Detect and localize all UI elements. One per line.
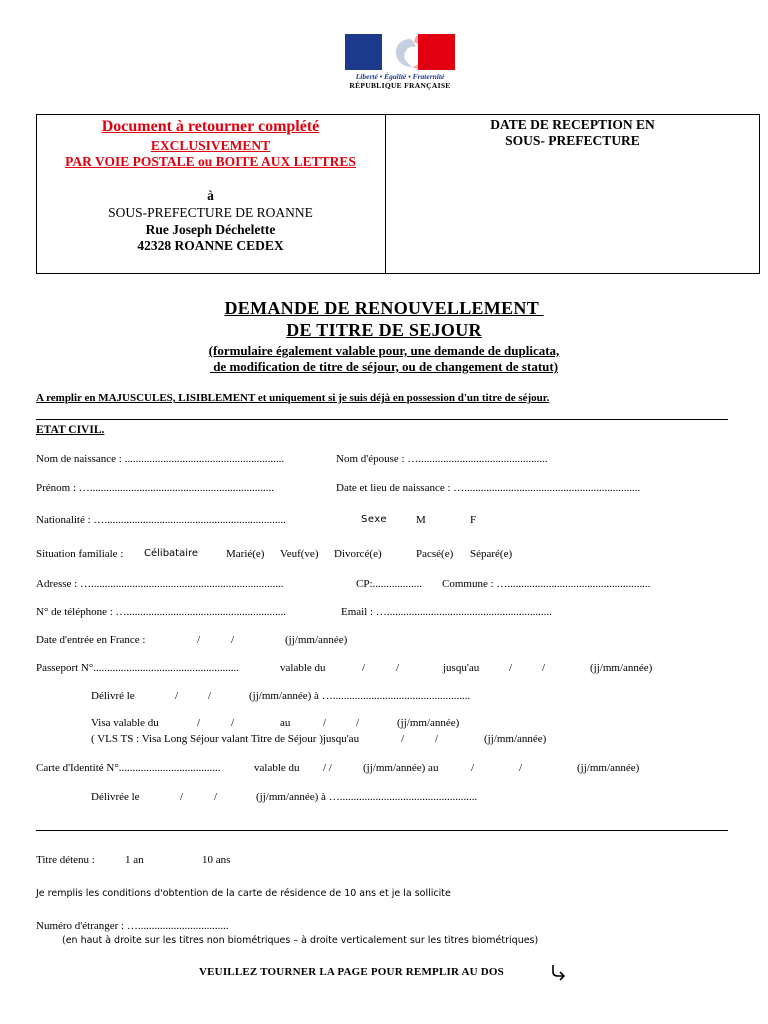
divider-bottom — [36, 830, 728, 831]
visa-slash-3: / — [323, 717, 327, 729]
option-pacse[interactable]: Pacsé(e) — [416, 548, 454, 560]
titre-1-an-option[interactable]: 1 an — [125, 854, 144, 866]
date-entree-slash-2: / — [231, 634, 235, 646]
motto: Liberté • Égalité • Fraternité — [355, 72, 445, 81]
sexe-label: Sexe — [361, 514, 388, 525]
office-city: 42328 ROANNE CEDEX — [137, 238, 284, 253]
a-text: à — [207, 188, 214, 203]
passeport-delivre-le: Délivré le — [91, 690, 135, 702]
email-field[interactable]: Email : …............................................................ — [341, 606, 552, 618]
divider-top — [36, 419, 728, 420]
option-celibataire[interactable]: Célibataire — [144, 548, 199, 559]
option-veuf[interactable]: Veuf(ve) — [280, 548, 319, 560]
form-subtitle-2: de modification de titre de séjour, ou de changement de statut) — [209, 359, 559, 374]
date-entree-slash-1: / — [197, 634, 201, 646]
passeport-valable-du: valable du — [280, 662, 326, 674]
republique-francaise-logo — [343, 34, 457, 90]
passeport-slash-4: / — [542, 662, 546, 674]
date-lieu-naissance-field[interactable]: Date et lieu de naissance : …................................................................ — [336, 482, 641, 494]
return-title: Document à retourner complété — [101, 118, 320, 135]
form-title-1: DEMANDE DE RENOUVELLEMENT — [224, 298, 544, 318]
passeport-field[interactable]: Passeport N°..................................................... — [36, 662, 240, 674]
passeport-format: (jj/mm/année) — [590, 662, 653, 674]
visa-format: (jj/mm/année) — [397, 717, 460, 729]
vls-slash-2: / — [435, 733, 439, 745]
passeport-jusquau: jusqu'au — [443, 662, 480, 674]
conditions-text: Je remplis les conditions d'obtention de la carte de résidence de 10 ans et je la sollicite — [36, 888, 451, 899]
tricolor-flag — [345, 34, 455, 70]
vls-slash-1: / — [401, 733, 405, 745]
cni-slash-1: / — [471, 762, 475, 774]
visa-slash-2: / — [231, 717, 235, 729]
instruction-text: A remplir en MAJUSCULES, LISIBLEMENT et uniquement si je suis déjà en possession d'un titre de séjour. — [36, 392, 550, 404]
exclusively-text: EXCLUSIVEMENT — [150, 138, 271, 153]
titre-10-ans-option[interactable]: 10 ans — [202, 854, 231, 866]
vls-label: ( VLS TS : Visa Long Séjour valant Titre de Séjour )jusqu'au — [91, 733, 360, 745]
turn-page-arrow-icon — [550, 963, 568, 981]
option-divorce[interactable]: Divorcé(e) — [334, 548, 382, 560]
postal-text: PAR VOIE POSTALE ou BOITE AUX LETTRES — [65, 154, 356, 169]
visa-slash-1: / — [197, 717, 201, 729]
section-etat-civil: ETAT CIVIL. — [36, 424, 105, 436]
cp-field[interactable]: CP:.................. — [356, 578, 423, 590]
numero-etranger-field[interactable]: Numéro d'étranger : …................................. — [36, 920, 229, 932]
telephone-field[interactable]: N° de téléphone : ….......................................................... — [36, 606, 287, 618]
reception-date-label-1: DATE DE RECEPTION EN — [490, 117, 655, 132]
republic-name: RÉPUBLIQUE FRANÇAISE — [349, 81, 451, 90]
cni-delivree-slash-2: / — [214, 791, 218, 803]
cni-format-au: (jj/mm/année) au — [363, 762, 439, 774]
delivre-slash-2: / — [208, 690, 212, 702]
commune-field[interactable]: Commune : ….................................................... — [442, 578, 651, 590]
cni-slashes: / / — [323, 762, 332, 774]
sexe-m-option[interactable]: M — [416, 514, 426, 526]
cni-format: (jj/mm/année) — [577, 762, 640, 774]
cni-slash-2: / — [519, 762, 523, 774]
numero-etranger-note: (en haut à droite sur les titres non biométriques – à droite verticalement sur les titres biométriques) — [62, 935, 539, 946]
option-separe[interactable]: Séparé(e) — [470, 548, 513, 560]
passeport-delivre-lieu[interactable]: (jj/mm/année) à ….................................................. — [249, 690, 471, 702]
date-entree-label: Date d'entrée en France : — [36, 634, 146, 646]
nationalite-field[interactable]: Nationalité : ….................................................................. — [36, 514, 286, 526]
situation-label: Situation familiale : — [36, 548, 124, 560]
option-marie[interactable]: Marié(e) — [226, 548, 265, 560]
delivre-slash-1: / — [175, 690, 179, 702]
cni-field[interactable]: Carte d'Identité N°..................................... — [36, 762, 221, 774]
cni-delivree-lieu[interactable]: (jj/mm/année) à ….................................................. — [256, 791, 478, 803]
office-name: SOUS-PREFECTURE DE ROANNE — [108, 205, 313, 220]
titre-detenu-label: Titre détenu : — [36, 854, 95, 866]
nom-naissance-field[interactable]: Nom de naissance : .......................................................... — [36, 453, 285, 465]
prenom-field[interactable]: Prénom : …................................................................... — [36, 482, 275, 494]
cni-delivree-slash-1: / — [180, 791, 184, 803]
visa-slash-4: / — [356, 717, 360, 729]
turn-page-text: VEUILLEZ TOURNER LA PAGE POUR REMPLIR AU DOS — [199, 966, 504, 978]
vls-format: (jj/mm/année) — [484, 733, 547, 745]
cni-delivree-le: Délivrée le — [91, 791, 140, 803]
passeport-slash-2: / — [396, 662, 400, 674]
nom-epouse-field[interactable]: Nom d'épouse : …............................................... — [336, 453, 548, 465]
form-title-2: DE TITRE DE SEJOUR — [286, 320, 482, 340]
adresse-field[interactable]: Adresse : …...................................................................... — [36, 578, 284, 590]
visa-au: au — [280, 717, 291, 729]
reception-date-label-2: SOUS- PREFECTURE — [505, 133, 640, 148]
cni-valable-du: valable du — [254, 762, 300, 774]
form-subtitle-1: (formulaire également valable pour, une demande de duplicata, — [208, 343, 560, 358]
sexe-f-option[interactable]: F — [470, 514, 477, 526]
date-entree-format: (jj/mm/année) — [285, 634, 348, 646]
visa-label: Visa valable du — [91, 717, 159, 729]
office-street: Rue Joseph Déchelette — [145, 222, 276, 237]
passeport-slash-3: / — [509, 662, 513, 674]
passeport-slash-1: / — [362, 662, 366, 674]
marianne-icon — [392, 36, 428, 70]
